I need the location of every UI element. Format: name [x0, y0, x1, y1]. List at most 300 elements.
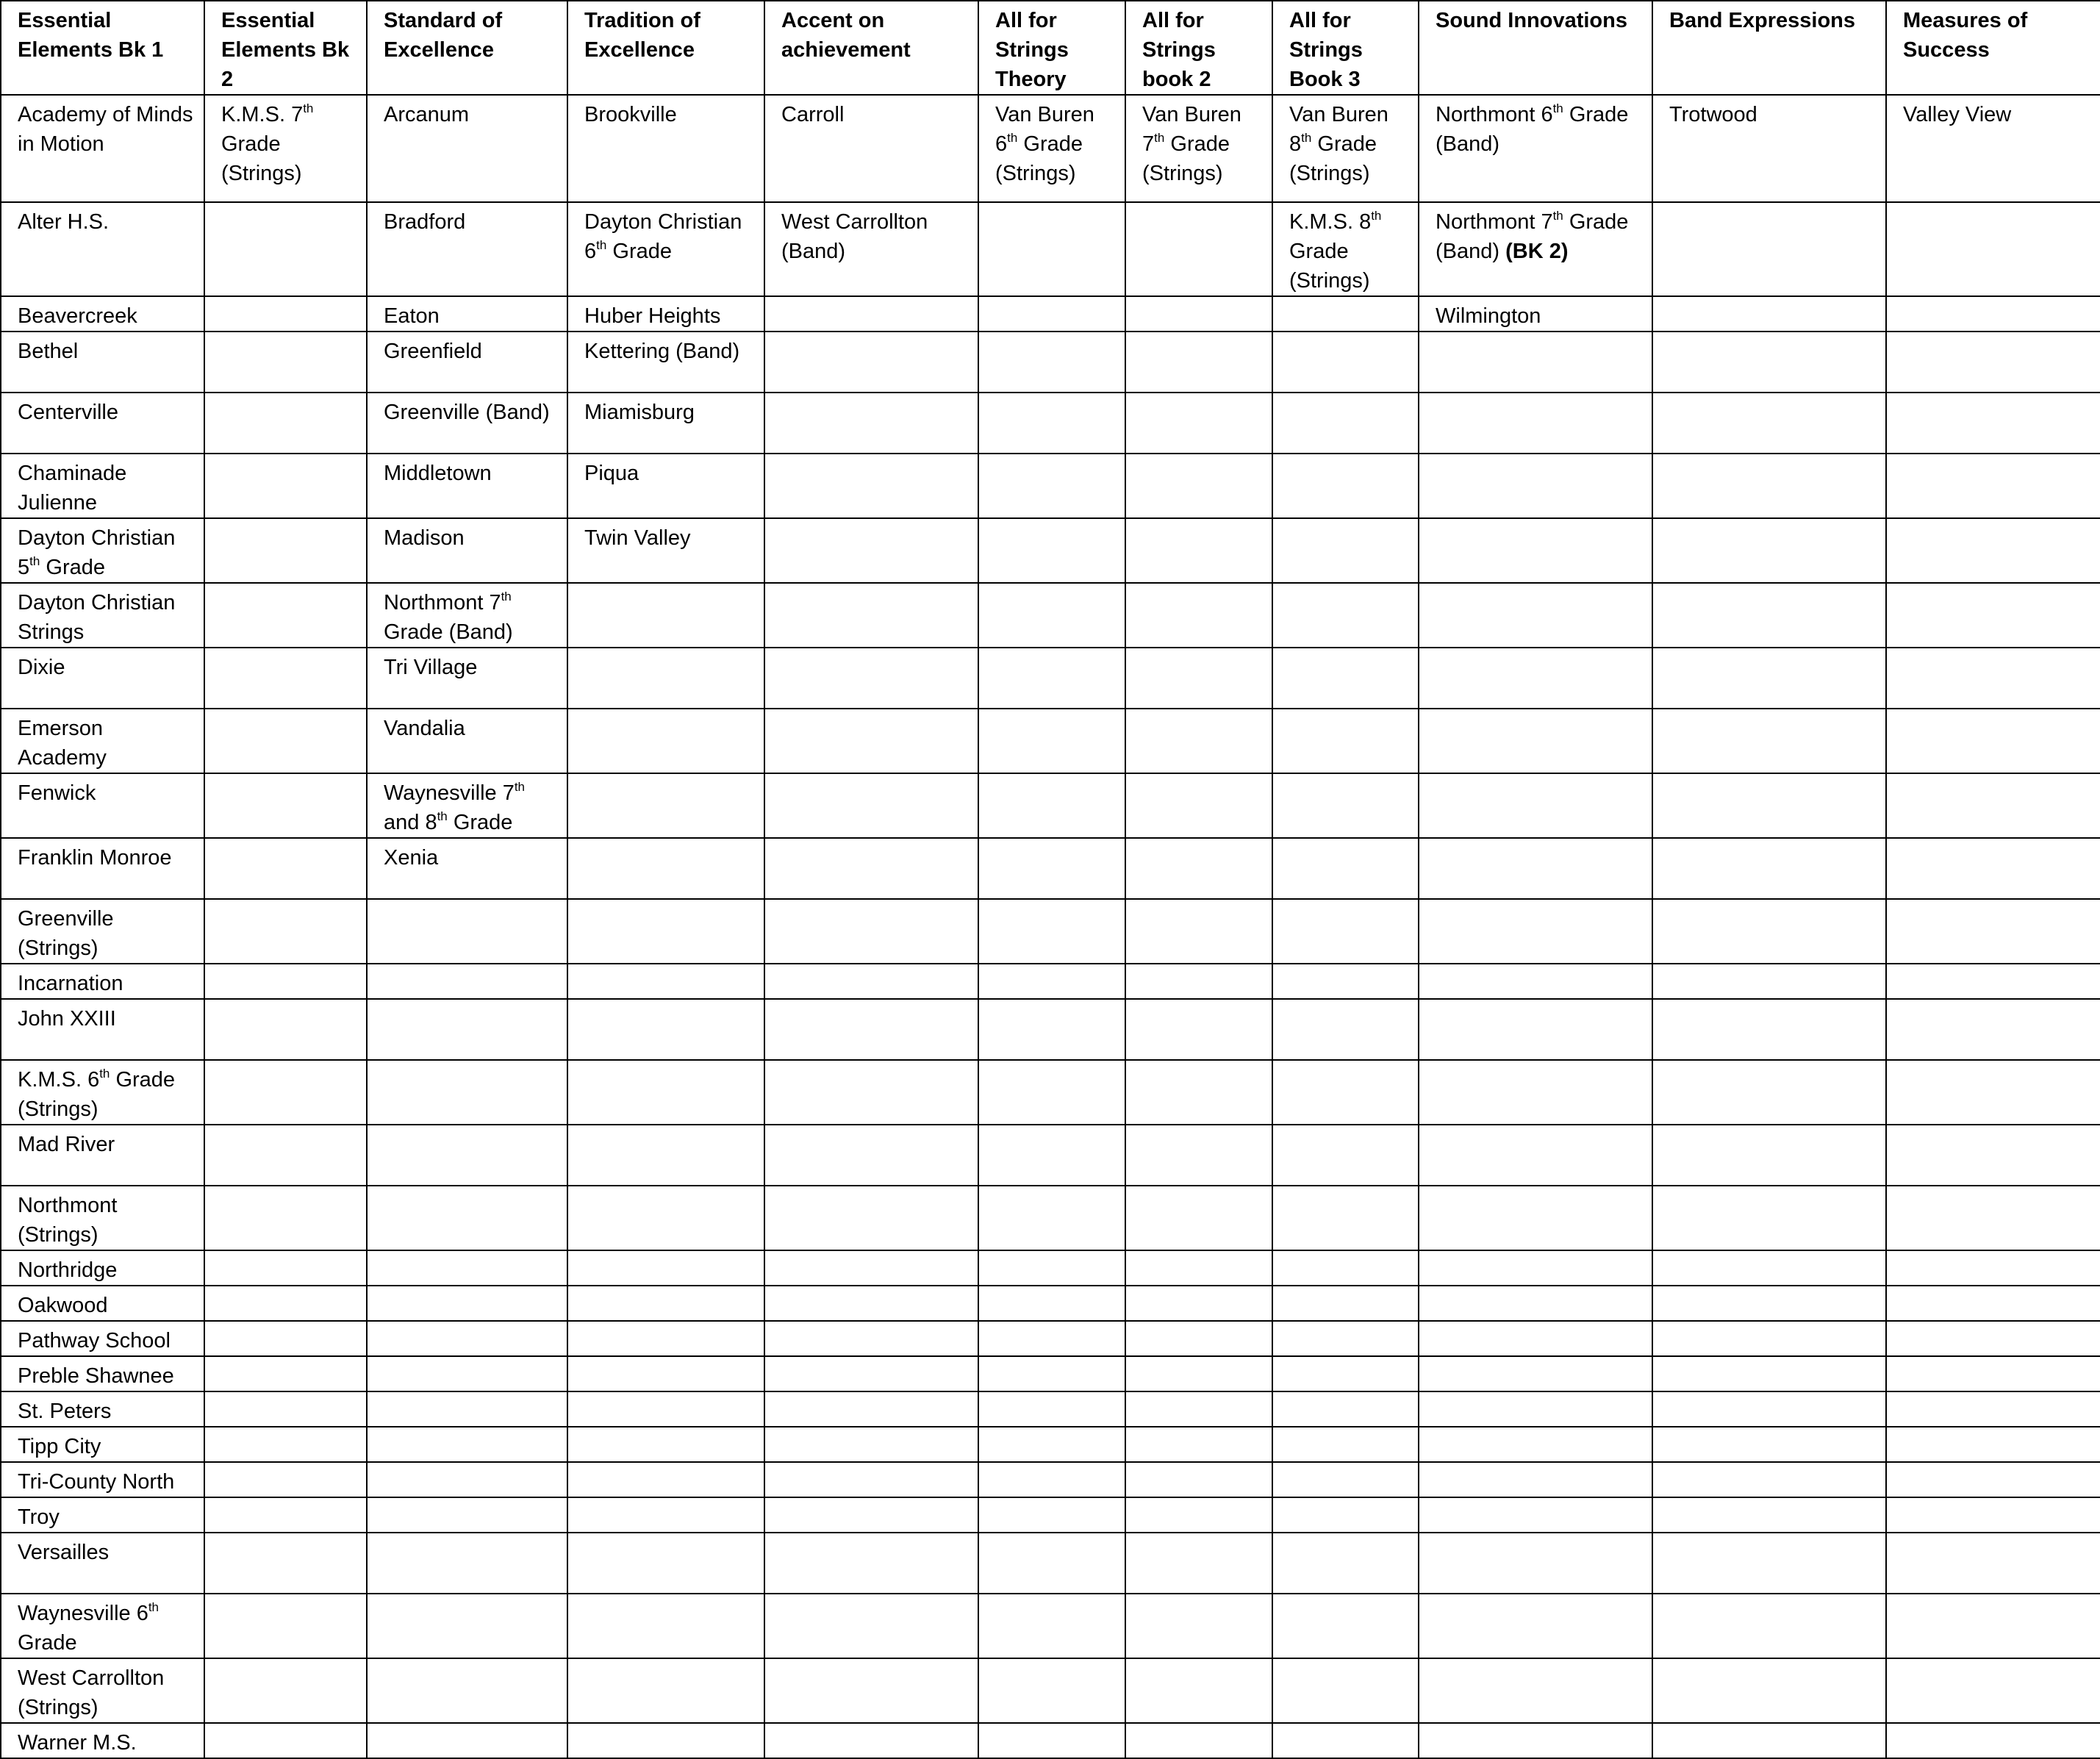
table-cell	[1125, 1427, 1272, 1462]
table-cell	[1419, 1186, 1652, 1250]
table-cell	[1125, 709, 1272, 773]
table-cell: K.M.S. 6th Grade (Strings)	[1, 1060, 204, 1125]
table-cell	[1886, 1250, 2100, 1286]
table-cell	[1272, 709, 1419, 773]
table-row	[1, 1723, 2100, 1758]
table-cell	[1419, 1321, 1652, 1356]
table-cell	[764, 1356, 978, 1391]
table-cell	[764, 1250, 978, 1286]
table-cell	[764, 518, 978, 583]
table-cell	[1886, 454, 2100, 518]
table-cell	[1886, 1497, 2100, 1533]
table-cell	[567, 709, 764, 773]
header-all-for-strings-book-3: All for Strings Book 3	[1272, 1, 1419, 95]
table-cell	[1886, 1286, 2100, 1321]
table-cell: Centerville	[1, 393, 204, 454]
table-cell	[1419, 1462, 1652, 1497]
table-cell	[1886, 773, 2100, 838]
table-cell	[1652, 648, 1886, 709]
table-cell	[1272, 1497, 1419, 1533]
table-row	[1, 454, 2100, 518]
table-cell	[764, 1286, 978, 1321]
header-row	[1, 1, 2100, 95]
table-cell	[978, 1658, 1125, 1723]
table-cell	[1652, 838, 1886, 899]
table-cell	[1125, 393, 1272, 454]
table-cell	[204, 1497, 367, 1533]
table-cell	[567, 1723, 764, 1758]
table-cell	[204, 202, 367, 296]
table-cell	[1419, 454, 1652, 518]
table-cell	[1419, 899, 1652, 964]
table-cell: Vandalia	[367, 709, 567, 773]
table-cell: Wilmington	[1419, 296, 1652, 332]
table-cell	[567, 1125, 764, 1186]
table-cell	[367, 1533, 567, 1594]
table-cell: Troy	[1, 1497, 204, 1533]
table-cell	[1652, 1060, 1886, 1125]
header-tradition-of-excellence: Tradition of Excellence	[567, 1, 764, 95]
table-cell	[1272, 393, 1419, 454]
table-cell	[1272, 1125, 1419, 1186]
table-cell	[1652, 1533, 1886, 1594]
table-cell	[1652, 332, 1886, 393]
table-cell: Pathway School	[1, 1321, 204, 1356]
table-cell	[978, 1391, 1125, 1427]
table-cell	[1652, 1427, 1886, 1462]
table-cell	[1419, 648, 1652, 709]
table-cell	[567, 1427, 764, 1462]
table-cell: Northridge	[1, 1250, 204, 1286]
table-cell	[1652, 296, 1886, 332]
table-cell	[1272, 1186, 1419, 1250]
table-cell	[204, 1533, 367, 1594]
table-cell: Waynesville 7th and 8th Grade	[367, 773, 567, 838]
table-cell: Fenwick	[1, 773, 204, 838]
table-cell	[1886, 1321, 2100, 1356]
table-cell	[567, 773, 764, 838]
table-cell	[1419, 332, 1652, 393]
table-row	[1, 1321, 2100, 1356]
table-cell	[367, 1286, 567, 1321]
table-cell: Tipp City	[1, 1427, 204, 1462]
table-cell	[978, 1723, 1125, 1758]
table-cell	[204, 454, 367, 518]
table-cell	[1419, 1427, 1652, 1462]
table-cell	[1652, 1462, 1886, 1497]
table-cell: Huber Heights	[567, 296, 764, 332]
table-cell	[204, 773, 367, 838]
table-cell	[567, 1658, 764, 1723]
table-cell	[1886, 838, 2100, 899]
table-cell	[978, 999, 1125, 1060]
header-standard-of-excellence: Standard of Excellence	[367, 1, 567, 95]
table-cell	[204, 964, 367, 999]
table-cell: West Carrollton (Strings)	[1, 1658, 204, 1723]
table-cell	[1272, 1462, 1419, 1497]
table-cell	[1272, 296, 1419, 332]
table-cell: Carroll	[764, 95, 978, 202]
table-cell	[764, 332, 978, 393]
table-cell	[1886, 1462, 2100, 1497]
table-cell	[1886, 1594, 2100, 1658]
table-cell: Northmont 7th Grade (Band) (BK 2)	[1419, 202, 1652, 296]
table-cell	[1886, 709, 2100, 773]
table-cell	[764, 583, 978, 648]
table-cell: Dixie	[1, 648, 204, 709]
table-cell	[367, 1658, 567, 1723]
table-cell	[978, 1533, 1125, 1594]
table-row	[1, 1391, 2100, 1427]
table-cell	[978, 1321, 1125, 1356]
table-cell	[1886, 1427, 2100, 1462]
table-cell: Northmont (Strings)	[1, 1186, 204, 1250]
table-cell: Trotwood	[1652, 95, 1886, 202]
table-cell	[978, 1186, 1125, 1250]
table-cell: Northmont 7th Grade (Band)	[367, 583, 567, 648]
table-cell	[1886, 583, 2100, 648]
table-cell: Greenville (Band)	[367, 393, 567, 454]
table-cell	[1419, 1125, 1652, 1186]
table-row	[1, 899, 2100, 964]
table-cell	[1419, 1356, 1652, 1391]
table-cell	[367, 1125, 567, 1186]
table-cell: Dayton Christian Strings	[1, 583, 204, 648]
table-cell	[1652, 1391, 1886, 1427]
table-cell	[1125, 838, 1272, 899]
table-cell: Brookville	[567, 95, 764, 202]
table-cell	[978, 899, 1125, 964]
header-band-expressions: Band Expressions	[1652, 1, 1886, 95]
table-cell	[1652, 1186, 1886, 1250]
table-cell	[1886, 296, 2100, 332]
table-row	[1, 1427, 2100, 1462]
table-cell	[1272, 1286, 1419, 1321]
table-cell	[567, 1356, 764, 1391]
table-cell	[567, 648, 764, 709]
table-cell	[978, 1427, 1125, 1462]
table-cell	[1652, 202, 1886, 296]
table-cell: Franklin Monroe	[1, 838, 204, 899]
table-cell: Greenfield	[367, 332, 567, 393]
table-row	[1, 1060, 2100, 1125]
table-cell	[204, 999, 367, 1060]
table-cell	[1272, 1723, 1419, 1758]
table-cell: Emerson Academy	[1, 709, 204, 773]
table-cell	[204, 1391, 367, 1427]
table-row	[1, 1250, 2100, 1286]
header-measures-of-success: Measures of Success	[1886, 1, 2100, 95]
table-cell	[1125, 1658, 1272, 1723]
table-cell	[1419, 1594, 1652, 1658]
table-cell	[1272, 1321, 1419, 1356]
table-cell	[1272, 1427, 1419, 1462]
table-cell	[978, 648, 1125, 709]
table-cell	[1652, 1356, 1886, 1391]
table-cell: Van Buren 6th Grade (Strings)	[978, 95, 1125, 202]
table-cell	[1125, 1391, 1272, 1427]
table-cell	[764, 393, 978, 454]
table-cell	[764, 709, 978, 773]
table-cell	[567, 1286, 764, 1321]
table-cell	[367, 1250, 567, 1286]
table-row	[1, 583, 2100, 648]
table-cell	[764, 454, 978, 518]
table-cell	[1886, 1658, 2100, 1723]
table-cell	[764, 1125, 978, 1186]
table-cell	[764, 1186, 978, 1250]
table-cell	[764, 838, 978, 899]
table-cell	[764, 1497, 978, 1533]
table-cell	[567, 1462, 764, 1497]
table-cell	[1419, 838, 1652, 899]
table-cell	[204, 583, 367, 648]
table-cell	[204, 393, 367, 454]
table-cell: Kettering (Band)	[567, 332, 764, 393]
table-cell	[1272, 454, 1419, 518]
table-cell	[204, 899, 367, 964]
table-cell	[1886, 393, 2100, 454]
table-cell	[978, 838, 1125, 899]
table-cell	[1886, 1533, 2100, 1594]
table-row	[1, 518, 2100, 583]
table-cell	[764, 1427, 978, 1462]
header-essential-elements-bk-2: Essential Elements Bk 2	[204, 1, 367, 95]
table-cell	[204, 709, 367, 773]
table-cell	[1125, 1533, 1272, 1594]
table-cell	[1272, 899, 1419, 964]
table-row	[1, 1356, 2100, 1391]
table-cell	[567, 999, 764, 1060]
table-cell	[1125, 332, 1272, 393]
table-cell: Alter H.S.	[1, 202, 204, 296]
table-cell	[978, 454, 1125, 518]
table-cell	[367, 1427, 567, 1462]
table-cell	[1886, 332, 2100, 393]
table-cell	[764, 1321, 978, 1356]
table-cell	[1419, 1723, 1652, 1758]
table-cell	[978, 773, 1125, 838]
table-cell: Twin Valley	[567, 518, 764, 583]
table-cell	[978, 1462, 1125, 1497]
table-cell	[1272, 1060, 1419, 1125]
table-cell	[1886, 1125, 2100, 1186]
table-cell	[567, 1321, 764, 1356]
table-cell	[1272, 1250, 1419, 1286]
table-cell: Arcanum	[367, 95, 567, 202]
table-cell: Mad River	[1, 1125, 204, 1186]
table-cell	[1886, 1391, 2100, 1427]
table-cell	[1652, 1658, 1886, 1723]
table-cell: Northmont 6th Grade (Band)	[1419, 95, 1652, 202]
header-essential-elements-bk-1: Essential Elements Bk 1	[1, 1, 204, 95]
table-cell	[978, 393, 1125, 454]
table-cell: Dayton Christian 6th Grade	[567, 202, 764, 296]
table-cell	[204, 518, 367, 583]
header-sound-innovations: Sound Innovations	[1419, 1, 1652, 95]
table-cell	[1886, 899, 2100, 964]
table-row	[1, 1533, 2100, 1594]
table-cell	[764, 899, 978, 964]
table-cell	[1652, 1250, 1886, 1286]
table-cell	[1419, 709, 1652, 773]
table-row	[1, 332, 2100, 393]
table-cell	[204, 1125, 367, 1186]
table-cell	[1652, 1497, 1886, 1533]
table-cell	[1652, 899, 1886, 964]
table-cell	[978, 1060, 1125, 1125]
table-cell	[204, 1723, 367, 1758]
table-cell	[1886, 648, 2100, 709]
table-cell	[1652, 518, 1886, 583]
table-cell	[764, 296, 978, 332]
table-cell	[1125, 1497, 1272, 1533]
table-cell	[567, 1060, 764, 1125]
table-cell: Bethel	[1, 332, 204, 393]
table-cell	[978, 1497, 1125, 1533]
table-cell: Madison	[367, 518, 567, 583]
table-cell: Beavercreek	[1, 296, 204, 332]
table-cell: Miamisburg	[567, 393, 764, 454]
table-cell	[1652, 999, 1886, 1060]
table-cell	[367, 1060, 567, 1125]
table-row	[1, 202, 2100, 296]
table-cell: Preble Shawnee	[1, 1356, 204, 1391]
table-cell: K.M.S. 7th Grade (Strings)	[204, 95, 367, 202]
table-cell	[764, 1723, 978, 1758]
table-cell: Piqua	[567, 454, 764, 518]
table-cell	[1125, 1321, 1272, 1356]
table-cell	[978, 1594, 1125, 1658]
table-cell	[764, 964, 978, 999]
table-cell	[1886, 202, 2100, 296]
table-cell	[567, 583, 764, 648]
table-cell	[764, 1060, 978, 1125]
table-cell	[1272, 773, 1419, 838]
table-cell	[1272, 838, 1419, 899]
table-cell	[567, 1186, 764, 1250]
table-cell	[204, 1658, 367, 1723]
table-cell	[1652, 1594, 1886, 1658]
table-cell	[978, 202, 1125, 296]
table-cell	[367, 1356, 567, 1391]
table-cell: Warner M.S.	[1, 1723, 204, 1758]
table-cell	[978, 964, 1125, 999]
table-row	[1, 1658, 2100, 1723]
table-row	[1, 648, 2100, 709]
table-cell	[1272, 1391, 1419, 1427]
table-cell	[1652, 1723, 1886, 1758]
table-cell	[1886, 1060, 2100, 1125]
table-cell	[204, 332, 367, 393]
table-cell: Tri-County North	[1, 1462, 204, 1497]
table-row	[1, 296, 2100, 332]
table-cell	[567, 1497, 764, 1533]
table-cell: Bradford	[367, 202, 567, 296]
table-cell: Xenia	[367, 838, 567, 899]
table-cell	[1652, 1321, 1886, 1356]
table-cell: Valley View	[1886, 95, 2100, 202]
table-cell: John XXIII	[1, 999, 204, 1060]
table-cell	[1272, 999, 1419, 1060]
table-cell	[1886, 1356, 2100, 1391]
table-cell	[1652, 393, 1886, 454]
table-row	[1, 1497, 2100, 1533]
table-cell	[367, 1391, 567, 1427]
table-cell	[1125, 296, 1272, 332]
table-cell	[1886, 518, 2100, 583]
table-cell	[204, 1321, 367, 1356]
table-cell	[978, 1125, 1125, 1186]
table-cell: Versailles	[1, 1533, 204, 1594]
table-cell	[764, 1533, 978, 1594]
table-row	[1, 1594, 2100, 1658]
table-cell: Tri Village	[367, 648, 567, 709]
table-cell	[367, 1594, 567, 1658]
table-cell	[367, 1186, 567, 1250]
table-cell: Van Buren 8th Grade (Strings)	[1272, 95, 1419, 202]
table-cell	[764, 1391, 978, 1427]
table-cell	[1125, 454, 1272, 518]
table-cell	[764, 999, 978, 1060]
table-row	[1, 1186, 2100, 1250]
table-cell: Waynesville 6th Grade	[1, 1594, 204, 1658]
table-cell	[1125, 1594, 1272, 1658]
table-cell	[1419, 1497, 1652, 1533]
table-cell	[1419, 1391, 1652, 1427]
table-cell	[978, 1286, 1125, 1321]
table-cell	[1419, 773, 1652, 838]
table-cell	[367, 964, 567, 999]
table-cell	[367, 1462, 567, 1497]
table-cell	[1272, 1594, 1419, 1658]
table-cell: Dayton Christian 5th Grade	[1, 518, 204, 583]
table-cell	[567, 1391, 764, 1427]
table-cell	[1652, 583, 1886, 648]
table-cell	[978, 1250, 1125, 1286]
table-cell	[1125, 202, 1272, 296]
table-row	[1, 393, 2100, 454]
table-cell	[1272, 518, 1419, 583]
table-cell	[204, 648, 367, 709]
table-cell	[1125, 1125, 1272, 1186]
table-cell	[1652, 964, 1886, 999]
table-cell	[204, 1250, 367, 1286]
table-row	[1, 838, 2100, 899]
table-cell	[1886, 999, 2100, 1060]
table-cell	[978, 709, 1125, 773]
table-cell	[1125, 1723, 1272, 1758]
table-cell	[567, 1250, 764, 1286]
table-cell	[1886, 1723, 2100, 1758]
table-cell	[204, 1356, 367, 1391]
table-cell	[567, 1594, 764, 1658]
table-cell	[1272, 648, 1419, 709]
table-cell	[1125, 583, 1272, 648]
table-cell	[1125, 1462, 1272, 1497]
table-cell	[204, 1060, 367, 1125]
table-cell: West Carrollton (Band)	[764, 202, 978, 296]
table-cell: Chaminade Julienne	[1, 454, 204, 518]
table-cell	[1125, 964, 1272, 999]
table-cell: Eaton	[367, 296, 567, 332]
table-cell	[1272, 964, 1419, 999]
table-cell	[1125, 648, 1272, 709]
table-cell	[1125, 1250, 1272, 1286]
table-cell: Van Buren 7th Grade (Strings)	[1125, 95, 1272, 202]
table-row	[1, 1125, 2100, 1186]
table-row	[1, 1286, 2100, 1321]
